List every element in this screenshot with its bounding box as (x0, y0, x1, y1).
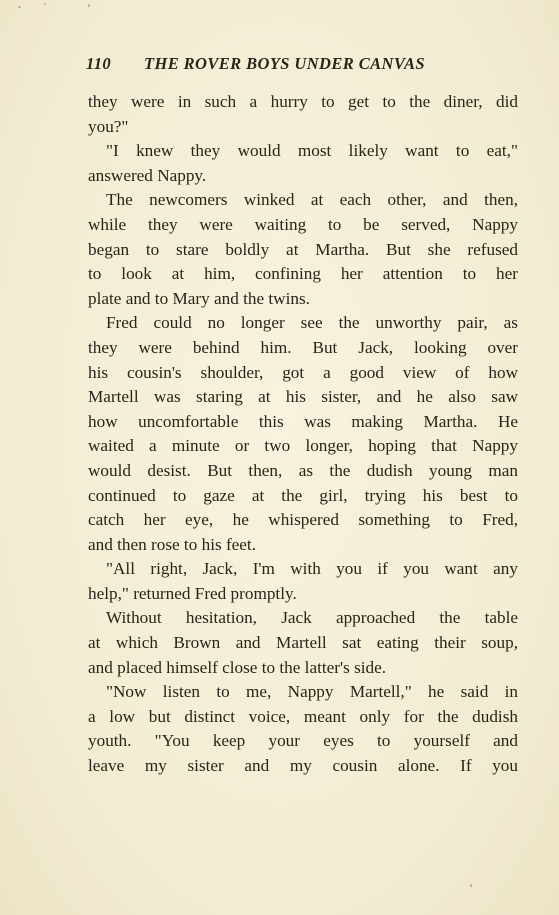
text-line: plate and to Mary and the twins. (88, 288, 310, 308)
paper-speck (18, 6, 21, 8)
text-line: a low but distinct voice, meant only for the dudish (88, 706, 518, 726)
paper-speck (88, 4, 90, 7)
body-text (88, 90, 518, 779)
text-line: leave my sister and my cousin alone. If you (88, 756, 518, 776)
running-title: THE ROVER BOYS UNDER CANVAS (144, 54, 425, 73)
text-line: "All right, Jack, I'm with you if you want any (106, 559, 518, 579)
text-line: waited a minute or two longer, hoping that Nappy (88, 436, 518, 456)
text-line: help," returned Fred promptly. (88, 583, 297, 603)
text-line: The newcomers winked at each other, and then, (106, 190, 518, 210)
text-line: catch her eye, he whispered something to Fred, (88, 510, 518, 530)
text-line: you?" (88, 116, 129, 136)
paper-speck (44, 3, 46, 5)
text-line: youth. "You keep your eyes to yourself and (88, 731, 518, 751)
text-line: they were in such a hurry to get to the diner, did (88, 92, 518, 111)
text-line: continued to gaze at the girl, trying his best to (88, 485, 518, 505)
text-line: Fred could no longer see the unworthy pair, as (106, 313, 518, 333)
text-line: at which Brown and Martell sat eating their soup, (88, 633, 518, 653)
text-line: answered Nappy. (88, 165, 207, 185)
text-line: they were behind him. But Jack, looking over (88, 337, 518, 357)
text-line: his cousin's shoulder, got a good view of how (88, 362, 518, 382)
text-line: Without hesitation, Jack approached the table (106, 608, 518, 628)
text-line: to look at him, confining her attention to her (88, 264, 518, 284)
text-line: how uncomfortable this was making Martha. He (88, 411, 518, 431)
page-number: 110 (86, 54, 112, 73)
text-line: and placed himself close to the latter's side. (88, 657, 387, 677)
text-line: while they were waiting to be served, Nappy (88, 214, 518, 234)
text-line: and then rose to his feet. (88, 534, 257, 554)
text-line: would desist. But then, as the dudish young man (88, 460, 518, 480)
text-line: "Now listen to me, Nappy Martell," he said in (106, 682, 518, 702)
text-line: "I knew they would most likely want to eat," (106, 141, 518, 161)
text-line: began to stare boldly at Martha. But she refused (88, 239, 518, 259)
paper-speck (470, 884, 472, 887)
running-header (86, 54, 526, 78)
text-line: Martell was staring at his sister, and he also saw (88, 387, 518, 407)
